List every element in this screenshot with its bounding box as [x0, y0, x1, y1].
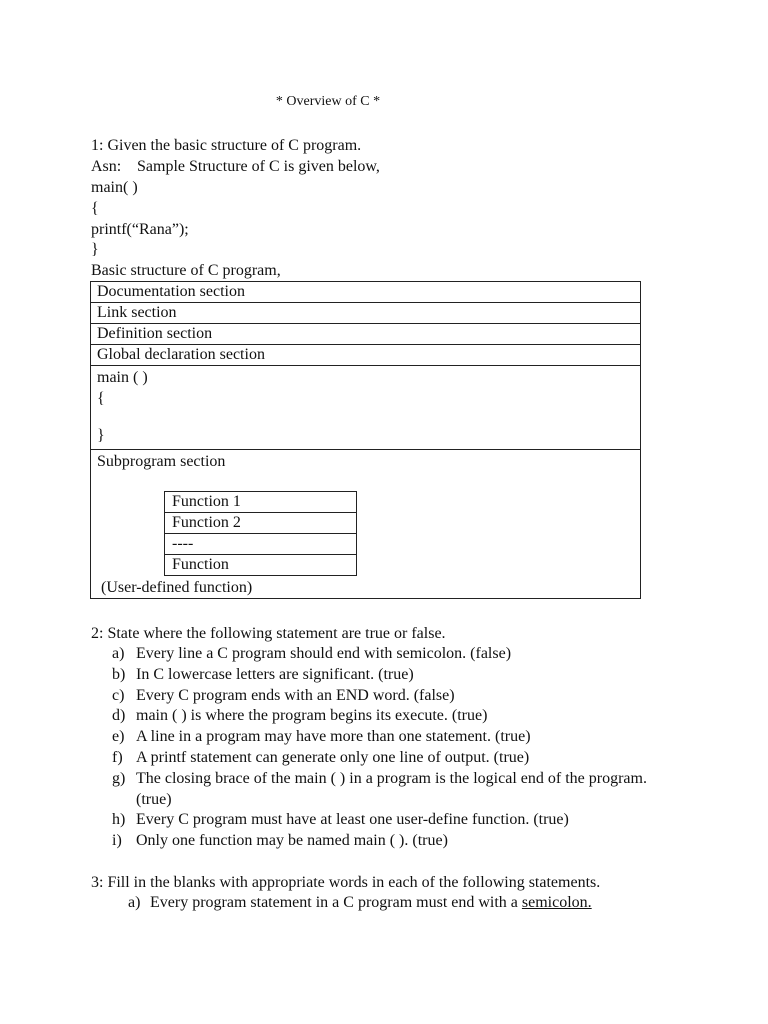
true-false-list — [112, 644, 656, 852]
function-row: Function 1 — [165, 492, 356, 513]
code-line: { — [91, 200, 99, 217]
list-marker: a) — [128, 894, 141, 911]
list-item — [112, 644, 656, 665]
list-marker: h) — [112, 811, 126, 829]
code-line: printf(“Rana”); — [91, 221, 189, 238]
document-title: * Overview of C * — [275, 94, 381, 109]
list-item-text: main ( ) is where the program begins its execute. (true) — [136, 707, 488, 725]
table-row: Global declaration section — [91, 345, 640, 366]
list-marker: f) — [112, 748, 123, 766]
subprogram-title: Subprogram section — [97, 453, 226, 470]
fill-blank-answer: semicolon. — [521, 894, 592, 911]
main-block-line: { — [97, 390, 105, 407]
function-row: Function 2 — [165, 513, 356, 534]
list-marker: e) — [112, 728, 125, 746]
list-item-text: Every C program ends with an END word. (false) — [136, 686, 455, 704]
list-marker: a) — [112, 645, 125, 662]
list-item-text: Every line a C program should end with semicolon. (false) — [136, 645, 512, 662]
list-item — [112, 727, 656, 748]
subprogram-row — [91, 450, 640, 598]
q1-question: 1: Given the basic structure of C program. — [91, 137, 362, 154]
asn-label: Asn: — [91, 158, 122, 175]
list-item — [112, 665, 656, 686]
q1-answer — [91, 157, 380, 177]
table-row: Definition section — [91, 324, 640, 345]
function-row: Function — [172, 556, 229, 573]
list-item — [112, 810, 656, 831]
basic-structure-label: Basic structure of C program, — [91, 262, 281, 279]
list-item-text: A line in a program may have more than one statement. (true) — [136, 728, 531, 746]
list-item-text: A printf statement can generate only one line of output. (true) — [136, 748, 530, 766]
list-marker: d) — [112, 707, 126, 725]
list-item-text: The closing brace of the main ( ) in a program is the logical end of the program. (true) — [136, 769, 647, 808]
list-item-text: In C lowercase letters are significant. (true) — [136, 665, 414, 683]
table-row: Link section — [91, 303, 640, 324]
asn-text: Sample Structure of C is given below, — [137, 158, 380, 175]
list-item — [112, 748, 656, 769]
list-marker: g) — [112, 769, 126, 787]
list-item-text: Every C program must have at least one user-define function. (true) — [136, 811, 569, 829]
list-item — [112, 706, 656, 727]
list-item — [112, 831, 656, 852]
fill-blank-text: Every program statement in a C program must end with a — [150, 894, 522, 911]
main-block-row — [91, 366, 640, 450]
code-line: main( ) — [91, 179, 138, 196]
q2-question: 2: State where the following statement are true or false. — [91, 625, 446, 642]
list-marker: b) — [112, 665, 126, 683]
q3-question: 3: Fill in the blanks with appropriate words in each of the following statements. — [91, 874, 601, 891]
subprogram-note: (User-defined function) — [101, 579, 253, 596]
function-row: ---- — [165, 534, 356, 555]
list-item-text: Only one function may be named main ( ). (true) — [136, 832, 448, 850]
code-line: } — [91, 241, 99, 258]
structure-table — [90, 281, 641, 599]
main-block-line: main ( ) — [97, 369, 148, 386]
function-table — [164, 491, 357, 576]
list-item — [112, 686, 656, 707]
fill-blank-item — [128, 893, 592, 913]
list-item — [112, 769, 656, 811]
table-row: Documentation section — [91, 282, 640, 303]
list-marker: i) — [112, 832, 122, 850]
list-marker: c) — [112, 686, 125, 704]
main-block-line: } — [97, 427, 105, 444]
